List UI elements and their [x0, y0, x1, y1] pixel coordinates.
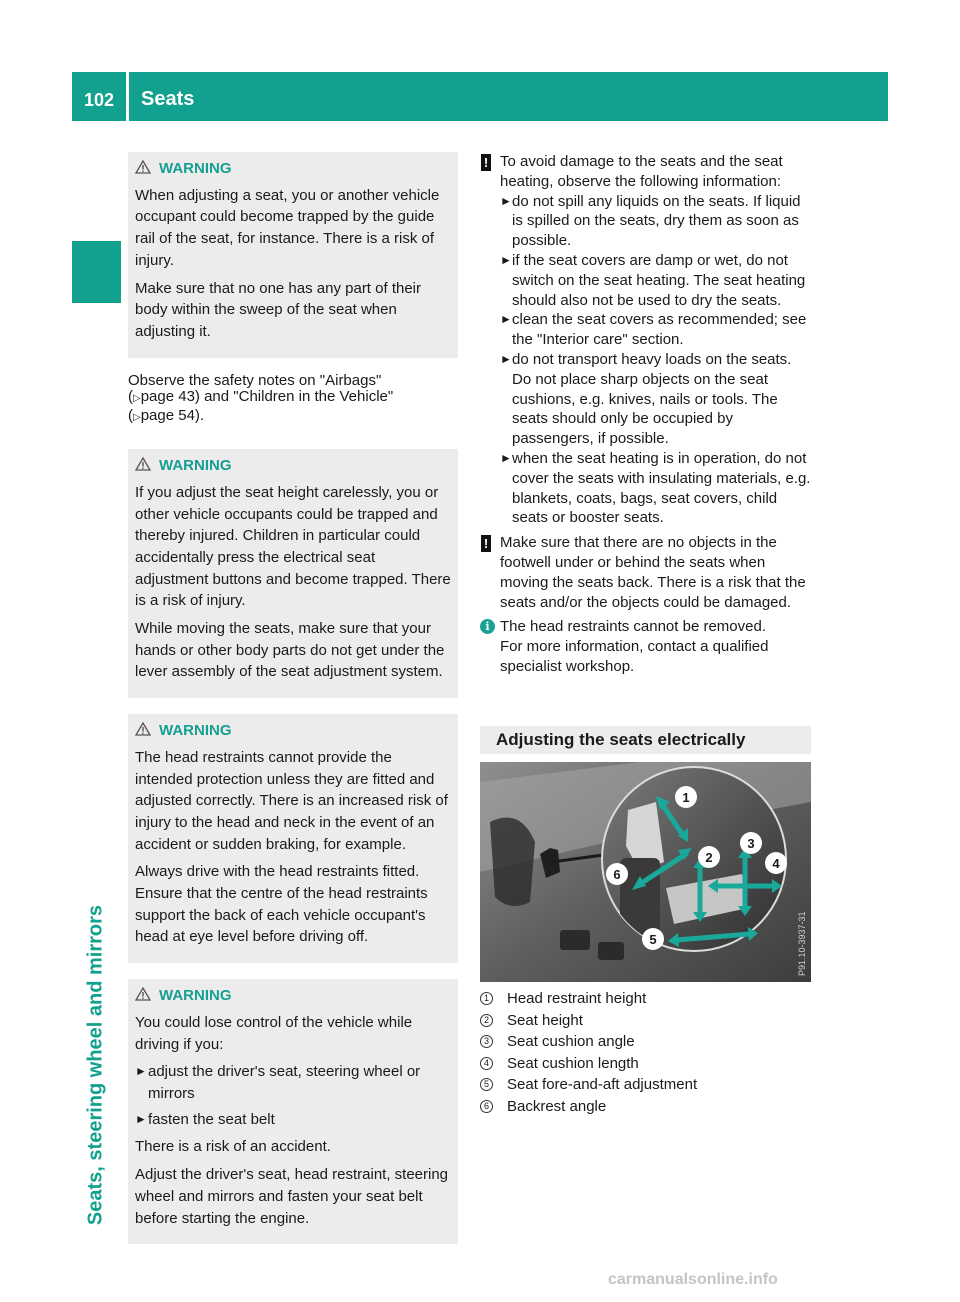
figure-code: P91.10-3937-31: [797, 911, 807, 976]
door-handle-recess: [490, 818, 535, 907]
list-item: [500, 350, 812, 449]
legend-number: 1: [480, 992, 493, 1005]
warning-icon: [135, 722, 151, 736]
bullet-icon: ►: [500, 312, 512, 327]
warning-box-loss-of-control: [128, 979, 458, 1244]
warning-text: Make sure that no one has any part of their body within the sweep of the seat when adjusting it.: [135, 279, 422, 340]
list-item: [135, 1109, 452, 1131]
legend-text: Seat fore-and-aft adjustment: [507, 1076, 698, 1094]
bullet-icon: ►: [135, 1111, 147, 1126]
list-item: [135, 1061, 452, 1104]
bullet-icon: ►: [135, 1064, 147, 1079]
callout-4: 4: [772, 856, 780, 871]
note-bullet-list: [500, 192, 812, 529]
page-number: 102: [84, 90, 115, 110]
legend-text: Seat cushion angle: [507, 1033, 635, 1051]
warning-title: [135, 455, 452, 477]
watermark: carmanualsonline.info: [608, 1271, 778, 1288]
warning-box-seat-height: [128, 449, 458, 698]
warning-text: When adjusting a seat, you or another vehicle occupant could become trapped by the guide rail of the seat, for instance. There is a risk of injury.: [135, 186, 440, 269]
list-item-text: fasten the seat belt: [148, 1110, 275, 1128]
page-ref-arrow-icon: ▷: [133, 411, 141, 423]
warning-title-text: WARNING: [159, 987, 232, 1005]
list-item-text: do not spill any liquids on the seats. If liquid is spilled on the seats, dry them as soon as possible.: [512, 192, 801, 250]
page-ref-link[interactable]: page 54).: [140, 406, 205, 424]
legend-number: 6: [480, 1100, 493, 1113]
bullet-icon: ►: [500, 193, 512, 208]
paren: (: [128, 406, 133, 424]
header-bar: [72, 72, 888, 121]
legend-number: 3: [480, 1035, 493, 1048]
bullet-icon: ►: [500, 450, 512, 465]
info-text: For more information, contact a qualified specialist workshop.: [500, 638, 769, 675]
legend-number: 4: [480, 1057, 493, 1070]
warning-text: While moving the seats, make sure that your hands or other body parts do not get under the lever assembly of the seat adjustment system.: [135, 620, 445, 681]
warning-text: The head restraints cannot provide the intended protection unless they are fitted and adjusted correctly. There is an increased risk of injury to the head and neck in the event of an accident or sudden braking, for example.: [135, 748, 448, 853]
window-switch: [598, 942, 624, 960]
list-item: [500, 251, 812, 310]
legend-item: [480, 1010, 810, 1032]
legend-item: [480, 1096, 810, 1118]
paren: (: [128, 388, 133, 406]
warning-text: You could lose control of the vehicle while driving if you:: [135, 1013, 413, 1053]
callout-1: 1: [682, 790, 690, 805]
page-ref-arrow-icon: ▷: [133, 393, 141, 405]
note-text: Make sure that there are no objects in the footwell under or behind the seats when moving the seats back. There is a risk that the seats and/or the objects could be damaged.: [500, 534, 806, 611]
list-item-text: do not transport heavy loads on the seats. Do not place sharp objects on the seat cushions, e.g. knives, nails or tools. The seats should only be occupied by passengers, if possible.: [512, 350, 792, 448]
figure-legend: [480, 988, 810, 1118]
bullet-icon: ►: [500, 351, 512, 366]
warning-icon: [135, 987, 151, 1001]
info-note: [480, 617, 812, 676]
chapter-label: Seats, steering wheel and mirrors: [84, 904, 107, 1226]
warning-icon: [135, 457, 151, 471]
observe-line: [128, 408, 458, 427]
warning-text: If you adjust the seat height carelessly, you or other vehicle occupants could be trapped and thereby injured. Children in particular could accidentally press the electrical seat adjustment buttons and become trapped. There is a risk of injury.: [135, 483, 451, 610]
warning-text: Always drive with the head restraints fitted. Ensure that the centre of the head restraints support the back of each vehicle occupant's head at eye level before driving off.: [135, 863, 428, 946]
legend-item: [480, 988, 810, 1010]
warning-box-seat-trap: [128, 152, 458, 358]
list-item: [500, 192, 812, 251]
warning-title: [135, 720, 452, 742]
warning-title: [135, 158, 452, 180]
warning-text: There is a risk of an accident.: [135, 1138, 331, 1156]
legend-text: Seat cushion length: [507, 1054, 639, 1072]
warning-text: Adjust the driver's seat, head restraint, steering wheel and mirrors and fasten your seat belt before starting the engine.: [135, 1166, 449, 1227]
list-item-text: adjust the driver's seat, steering wheel or mirrors: [148, 1063, 421, 1102]
damage-note: [480, 152, 812, 528]
callout-6: 6: [613, 867, 621, 882]
right-column: [480, 152, 812, 682]
note-intro: To avoid damage to the seats and the seat heating, observe the following information:: [500, 153, 783, 190]
warning-bullet-list: [135, 1061, 452, 1130]
callout-3: 3: [747, 836, 755, 851]
warning-box-head-restraints: [128, 714, 458, 963]
legend-item: [480, 1053, 810, 1075]
callout-2: 2: [705, 850, 713, 865]
header-divider: [126, 72, 129, 121]
observe-line: Observe the safety notes on "Airbags": [128, 371, 382, 389]
warning-title-text: WARNING: [159, 457, 232, 475]
section-heading-bar: [480, 726, 811, 754]
list-item: [500, 310, 812, 350]
bullet-icon: ►: [500, 252, 512, 267]
warning-title-text: WARNING: [159, 160, 232, 177]
seat-adjustment-figure: [480, 762, 811, 982]
list-item-text: clean the seat covers as recommended; see the "Interior care" section.: [512, 311, 807, 349]
info-text: The head restraints cannot be removed.: [500, 618, 766, 636]
legend-item: [480, 1031, 810, 1053]
warning-title-text: WARNING: [159, 722, 232, 740]
observe-line: [128, 389, 458, 408]
section-title: Adjusting the seats electrically: [496, 730, 746, 749]
legend-number: 2: [480, 1014, 493, 1027]
legend-text: Seat height: [507, 1011, 583, 1029]
exclamation-icon: !: [481, 535, 491, 552]
exclamation-icon: !: [481, 154, 491, 171]
page-ref-link[interactable]: page 43) and "Children in the Vehicle": [140, 388, 394, 406]
legend-number: 5: [480, 1078, 493, 1091]
list-item: [500, 449, 812, 528]
footwell-note: [480, 533, 812, 612]
list-item-text: if the seat covers are damp or wet, do not switch on the seat heating. The seat heating should also not be used to dry the seats.: [512, 251, 806, 309]
info-icon: i: [480, 619, 495, 634]
left-column: [128, 152, 458, 1260]
legend-text: Backrest angle: [507, 1097, 607, 1115]
callout-5: 5: [649, 932, 657, 947]
side-tab-marker: [72, 241, 121, 303]
observe-paragraph: [128, 373, 458, 427]
warning-title: [135, 985, 452, 1007]
page-title: Seats: [141, 88, 195, 110]
list-item-text: when the seat heating is in operation, do not cover the seats with insulating materials, e.g. blankets, coats, bags, seat covers, child seats or booster seats.: [512, 449, 811, 527]
legend-text: Head restraint height: [507, 990, 647, 1007]
legend-item: [480, 1074, 810, 1096]
window-switch: [560, 930, 590, 950]
warning-icon: [135, 160, 151, 174]
